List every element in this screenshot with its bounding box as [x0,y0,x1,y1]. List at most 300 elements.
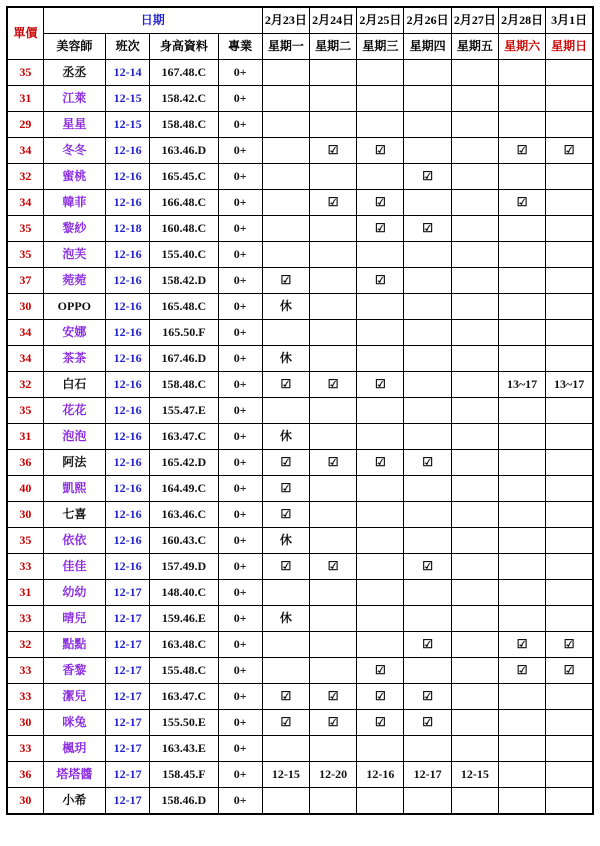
row-day-cell-7[interactable] [546,476,593,502]
row-body-data: 155.50.E [150,710,218,736]
row-day-cell-1[interactable]: 休 [262,294,309,320]
row-day-cell-2[interactable] [310,346,357,372]
row-day-cell-3[interactable] [357,164,404,190]
table-row[interactable] [7,112,593,138]
row-day-cell-5[interactable] [451,554,498,580]
table-row[interactable] [7,788,593,815]
row-day-cell-7[interactable] [546,60,593,86]
row-day-cell-5[interactable] [451,216,498,242]
row-day-cell-4[interactable]: 12-17 [404,762,451,788]
row-day-cell-5[interactable] [451,580,498,606]
row-stylist-name: 阿法 [43,450,105,476]
row-day-cell-5[interactable] [451,112,498,138]
row-day-cell-3[interactable] [357,60,404,86]
row-day-cell-2[interactable] [310,580,357,606]
row-day-cell-1[interactable]: 休 [262,424,309,450]
row-day-cell-3[interactable]: 12-16 [357,762,404,788]
row-body-data: 158.48.C [150,372,218,398]
row-day-cell-1[interactable]: ☑ [262,710,309,736]
row-price: 35 [7,242,43,268]
row-day-cell-3[interactable]: ☑ [357,684,404,710]
table-row[interactable] [7,580,593,606]
row-day-cell-1[interactable] [262,736,309,762]
table-row[interactable] [7,632,593,658]
row-day-cell-3[interactable] [357,502,404,528]
row-day-cell-3[interactable] [357,606,404,632]
row-day-cell-5[interactable] [451,320,498,346]
row-day-cell-4[interactable] [404,372,451,398]
row-day-cell-4[interactable] [404,242,451,268]
row-shift: 12-17 [105,788,149,815]
row-day-cell-7[interactable] [546,112,593,138]
row-day-cell-6[interactable] [498,242,545,268]
row-spec: 0+ [218,164,262,190]
row-day-cell-7[interactable]: ☑ [546,658,593,684]
table-header-row-weekdays [7,34,593,60]
row-spec: 0+ [218,606,262,632]
row-price: 32 [7,632,43,658]
header-weekday-2: 星期二 [310,34,357,60]
row-stylist-name: 安娜 [43,320,105,346]
row-day-cell-7[interactable] [546,424,593,450]
row-day-cell-7[interactable] [546,736,593,762]
row-day-cell-4[interactable] [404,190,451,216]
header-weekday-1: 星期一 [262,34,309,60]
header-sub-1: 美容師 [43,34,105,60]
row-day-cell-6[interactable] [498,580,545,606]
row-day-cell-3[interactable]: ☑ [357,268,404,294]
row-day-cell-4[interactable] [404,528,451,554]
table-row[interactable] [7,372,593,398]
row-day-cell-7[interactable] [546,762,593,788]
row-price: 30 [7,294,43,320]
row-day-cell-4[interactable] [404,268,451,294]
row-price: 29 [7,112,43,138]
row-day-cell-3[interactable]: ☑ [357,450,404,476]
row-day-cell-2[interactable]: ☑ [310,450,357,476]
row-day-cell-7[interactable] [546,346,593,372]
row-day-cell-2[interactable] [310,268,357,294]
row-day-cell-2[interactable]: ☑ [310,684,357,710]
table-row[interactable] [7,762,593,788]
row-day-cell-3[interactable] [357,554,404,580]
row-spec: 0+ [218,632,262,658]
row-day-cell-1[interactable]: 休 [262,606,309,632]
row-day-cell-5[interactable] [451,346,498,372]
row-day-cell-6[interactable]: 13~17 [498,372,545,398]
row-day-cell-6[interactable] [498,86,545,112]
row-day-cell-6[interactable]: ☑ [498,190,545,216]
row-spec: 0+ [218,86,262,112]
row-stylist-name: 佳佳 [43,554,105,580]
row-day-cell-5[interactable] [451,502,498,528]
row-day-cell-3[interactable] [357,528,404,554]
row-day-cell-5[interactable]: 12-15 [451,762,498,788]
row-day-cell-1[interactable] [262,60,309,86]
row-day-cell-3[interactable] [357,346,404,372]
row-stylist-name: 楓玥 [43,736,105,762]
row-day-cell-7[interactable] [546,164,593,190]
table-row[interactable] [7,554,593,580]
row-day-cell-5[interactable] [451,450,498,476]
row-day-cell-7[interactable]: ☑ [546,138,593,164]
row-day-cell-2[interactable] [310,112,357,138]
table-row[interactable] [7,398,593,424]
row-day-cell-3[interactable] [357,580,404,606]
row-day-cell-4[interactable] [404,112,451,138]
row-day-cell-3[interactable]: ☑ [357,216,404,242]
row-day-cell-1[interactable] [262,788,309,815]
row-day-cell-6[interactable] [498,112,545,138]
row-day-cell-1[interactable]: 休 [262,346,309,372]
row-day-cell-2[interactable] [310,424,357,450]
row-spec: 0+ [218,710,262,736]
row-day-cell-2[interactable] [310,86,357,112]
row-day-cell-6[interactable] [498,736,545,762]
row-day-cell-2[interactable]: ☑ [310,190,357,216]
row-day-cell-3[interactable] [357,632,404,658]
table-row[interactable] [7,684,593,710]
row-body-data: 158.42.D [150,268,218,294]
row-spec: 0+ [218,580,262,606]
row-day-cell-6[interactable] [498,294,545,320]
table-row[interactable] [7,424,593,450]
row-day-cell-7[interactable] [546,190,593,216]
row-day-cell-7[interactable]: ☑ [546,632,593,658]
row-day-cell-7[interactable] [546,320,593,346]
row-day-cell-5[interactable] [451,398,498,424]
row-day-cell-1[interactable] [262,164,309,190]
row-stylist-name: 茶茶 [43,346,105,372]
row-day-cell-4[interactable]: ☑ [404,164,451,190]
row-day-cell-2[interactable]: ☑ [310,372,357,398]
row-day-cell-3[interactable] [357,294,404,320]
row-day-cell-3[interactable]: ☑ [357,190,404,216]
row-day-cell-7[interactable] [546,554,593,580]
row-day-cell-4[interactable]: ☑ [404,684,451,710]
row-day-cell-1[interactable] [262,398,309,424]
row-price: 30 [7,710,43,736]
row-spec: 0+ [218,190,262,216]
row-day-cell-6[interactable] [498,164,545,190]
row-day-cell-6[interactable] [498,216,545,242]
row-day-cell-2[interactable] [310,320,357,346]
row-day-cell-7[interactable] [546,684,593,710]
row-day-cell-5[interactable] [451,710,498,736]
row-day-cell-4[interactable]: ☑ [404,632,451,658]
row-shift: 12-17 [105,736,149,762]
row-stylist-name: 韓菲 [43,190,105,216]
header-date-1: 2月23日 [262,7,309,34]
row-day-cell-4[interactable] [404,736,451,762]
row-day-cell-7[interactable] [546,606,593,632]
row-day-cell-4[interactable] [404,138,451,164]
row-day-cell-3[interactable] [357,424,404,450]
row-day-cell-1[interactable] [262,320,309,346]
row-spec: 0+ [218,216,262,242]
table-row[interactable] [7,710,593,736]
row-day-cell-6[interactable] [498,476,545,502]
table-row[interactable] [7,502,593,528]
row-day-cell-4[interactable] [404,502,451,528]
row-day-cell-6[interactable] [498,606,545,632]
row-day-cell-1[interactable]: ☑ [262,554,309,580]
table-row[interactable] [7,216,593,242]
table-row[interactable] [7,320,593,346]
row-day-cell-2[interactable]: ☑ [310,710,357,736]
row-day-cell-4[interactable] [404,606,451,632]
row-day-cell-2[interactable] [310,502,357,528]
row-body-data: 163.47.C [150,424,218,450]
row-shift: 12-16 [105,190,149,216]
table-row[interactable] [7,86,593,112]
row-day-cell-5[interactable] [451,476,498,502]
row-day-cell-4[interactable] [404,658,451,684]
row-day-cell-5[interactable] [451,268,498,294]
row-day-cell-5[interactable] [451,138,498,164]
row-day-cell-4[interactable]: ☑ [404,216,451,242]
row-spec: 0+ [218,502,262,528]
table-row[interactable] [7,268,593,294]
table-row[interactable] [7,60,593,86]
row-day-cell-5[interactable] [451,294,498,320]
row-day-cell-3[interactable]: ☑ [357,710,404,736]
row-day-cell-2[interactable] [310,528,357,554]
table-row[interactable] [7,164,593,190]
row-day-cell-4[interactable] [404,424,451,450]
header-date-7: 3月1日 [546,7,593,34]
row-day-cell-5[interactable] [451,424,498,450]
row-shift: 12-16 [105,502,149,528]
row-price: 31 [7,580,43,606]
row-day-cell-6[interactable] [498,502,545,528]
row-day-cell-6[interactable] [498,346,545,372]
row-price: 33 [7,606,43,632]
row-day-cell-6[interactable] [498,450,545,476]
table-row[interactable] [7,242,593,268]
row-body-data: 160.43.C [150,528,218,554]
row-body-data: 167.46.D [150,346,218,372]
row-day-cell-6[interactable] [498,60,545,86]
row-day-cell-1[interactable] [262,86,309,112]
row-stylist-name: 晴兒 [43,606,105,632]
row-day-cell-7[interactable] [546,216,593,242]
row-day-cell-2[interactable] [310,606,357,632]
row-day-cell-2[interactable] [310,294,357,320]
row-day-cell-6[interactable] [498,528,545,554]
row-spec: 0+ [218,320,262,346]
table-row[interactable] [7,528,593,554]
table-row[interactable] [7,294,593,320]
row-day-cell-1[interactable]: ☑ [262,502,309,528]
row-body-data: 163.46.D [150,138,218,164]
row-day-cell-1[interactable] [262,190,309,216]
row-day-cell-3[interactable] [357,320,404,346]
row-day-cell-2[interactable]: 12-20 [310,762,357,788]
row-day-cell-4[interactable] [404,320,451,346]
row-day-cell-1[interactable] [262,580,309,606]
row-day-cell-5[interactable] [451,372,498,398]
row-day-cell-1[interactable]: ☑ [262,684,309,710]
row-day-cell-2[interactable] [310,476,357,502]
row-day-cell-2[interactable]: ☑ [310,554,357,580]
row-day-cell-1[interactable] [262,138,309,164]
row-day-cell-2[interactable] [310,788,357,815]
row-day-cell-7[interactable] [546,242,593,268]
row-day-cell-7[interactable] [546,268,593,294]
row-spec: 0+ [218,268,262,294]
row-price: 31 [7,424,43,450]
row-day-cell-3[interactable] [357,86,404,112]
table-row[interactable] [7,736,593,762]
row-day-cell-2[interactable] [310,398,357,424]
row-day-cell-4[interactable] [404,476,451,502]
row-day-cell-5[interactable] [451,632,498,658]
row-body-data: 155.48.C [150,658,218,684]
row-day-cell-3[interactable]: ☑ [357,372,404,398]
header-weekday-5: 星期五 [451,34,498,60]
row-shift: 12-18 [105,216,149,242]
row-day-cell-2[interactable] [310,658,357,684]
row-day-cell-1[interactable] [262,112,309,138]
row-day-cell-4[interactable] [404,86,451,112]
row-day-cell-7[interactable]: 13~17 [546,372,593,398]
row-day-cell-6[interactable] [498,710,545,736]
row-day-cell-6[interactable]: ☑ [498,138,545,164]
row-day-cell-6[interactable] [498,268,545,294]
row-day-cell-6[interactable] [498,320,545,346]
row-day-cell-1[interactable]: 12-15 [262,762,309,788]
row-day-cell-6[interactable] [498,554,545,580]
row-shift: 12-15 [105,86,149,112]
row-day-cell-6[interactable] [498,788,545,815]
row-stylist-name: 江萊 [43,86,105,112]
row-day-cell-5[interactable] [451,736,498,762]
row-day-cell-6[interactable] [498,684,545,710]
row-day-cell-4[interactable]: ☑ [404,450,451,476]
row-day-cell-7[interactable] [546,294,593,320]
row-day-cell-5[interactable] [451,658,498,684]
row-day-cell-1[interactable]: 休 [262,528,309,554]
row-day-cell-7[interactable] [546,580,593,606]
table-row[interactable] [7,606,593,632]
table-row[interactable] [7,190,593,216]
row-day-cell-3[interactable]: ☑ [357,138,404,164]
row-day-cell-6[interactable] [498,424,545,450]
row-price: 34 [7,190,43,216]
row-day-cell-4[interactable] [404,788,451,815]
row-shift: 12-16 [105,554,149,580]
table-row[interactable] [7,138,593,164]
row-stylist-name: 七喜 [43,502,105,528]
row-day-cell-1[interactable] [262,658,309,684]
row-day-cell-7[interactable] [546,788,593,815]
row-day-cell-3[interactable] [357,476,404,502]
row-day-cell-4[interactable] [404,60,451,86]
row-day-cell-7[interactable] [546,86,593,112]
row-day-cell-5[interactable] [451,684,498,710]
table-row[interactable] [7,346,593,372]
row-shift: 12-16 [105,450,149,476]
row-day-cell-5[interactable] [451,60,498,86]
row-day-cell-3[interactable] [357,398,404,424]
row-day-cell-2[interactable] [310,632,357,658]
row-day-cell-2[interactable] [310,242,357,268]
row-body-data: 164.49.C [150,476,218,502]
row-shift: 12-16 [105,372,149,398]
row-day-cell-4[interactable] [404,294,451,320]
row-day-cell-3[interactable] [357,736,404,762]
row-day-cell-4[interactable] [404,346,451,372]
row-day-cell-4[interactable]: ☑ [404,710,451,736]
row-day-cell-6[interactable]: ☑ [498,658,545,684]
row-day-cell-7[interactable] [546,398,593,424]
row-day-cell-1[interactable] [262,632,309,658]
row-day-cell-3[interactable] [357,788,404,815]
row-day-cell-4[interactable]: ☑ [404,554,451,580]
row-day-cell-6[interactable] [498,762,545,788]
row-day-cell-5[interactable] [451,242,498,268]
row-day-cell-1[interactable]: ☑ [262,372,309,398]
row-day-cell-3[interactable] [357,112,404,138]
row-day-cell-2[interactable]: ☑ [310,138,357,164]
header-date-3: 2月25日 [357,7,404,34]
row-day-cell-5[interactable] [451,788,498,815]
row-day-cell-4[interactable] [404,580,451,606]
row-day-cell-7[interactable] [546,710,593,736]
row-body-data: 158.46.D [150,788,218,815]
table-row[interactable] [7,476,593,502]
header-sub-2: 班次 [105,34,149,60]
row-day-cell-5[interactable] [451,86,498,112]
row-day-cell-7[interactable] [546,450,593,476]
row-stylist-name: 菀菀 [43,268,105,294]
row-day-cell-1[interactable]: ☑ [262,268,309,294]
header-date-5: 2月27日 [451,7,498,34]
row-shift: 12-16 [105,268,149,294]
row-day-cell-1[interactable]: ☑ [262,450,309,476]
row-day-cell-1[interactable] [262,242,309,268]
row-shift: 12-17 [105,606,149,632]
row-stylist-name: 潔兒 [43,684,105,710]
table-row[interactable] [7,658,593,684]
row-day-cell-2[interactable] [310,60,357,86]
row-day-cell-5[interactable] [451,606,498,632]
row-body-data: 163.46.C [150,502,218,528]
row-day-cell-4[interactable] [404,398,451,424]
row-day-cell-7[interactable] [546,502,593,528]
row-day-cell-7[interactable] [546,528,593,554]
row-day-cell-5[interactable] [451,190,498,216]
header-date-6: 2月28日 [498,7,545,34]
row-day-cell-6[interactable] [498,398,545,424]
row-day-cell-5[interactable] [451,164,498,190]
row-day-cell-1[interactable] [262,216,309,242]
row-day-cell-6[interactable]: ☑ [498,632,545,658]
row-day-cell-2[interactable] [310,216,357,242]
row-day-cell-2[interactable] [310,164,357,190]
row-day-cell-5[interactable] [451,528,498,554]
row-day-cell-2[interactable] [310,736,357,762]
row-stylist-name: 點點 [43,632,105,658]
row-spec: 0+ [218,658,262,684]
table-row[interactable] [7,450,593,476]
row-day-cell-1[interactable]: ☑ [262,476,309,502]
row-day-cell-3[interactable]: ☑ [357,658,404,684]
row-body-data: 155.40.C [150,242,218,268]
row-day-cell-3[interactable] [357,242,404,268]
row-spec: 0+ [218,450,262,476]
